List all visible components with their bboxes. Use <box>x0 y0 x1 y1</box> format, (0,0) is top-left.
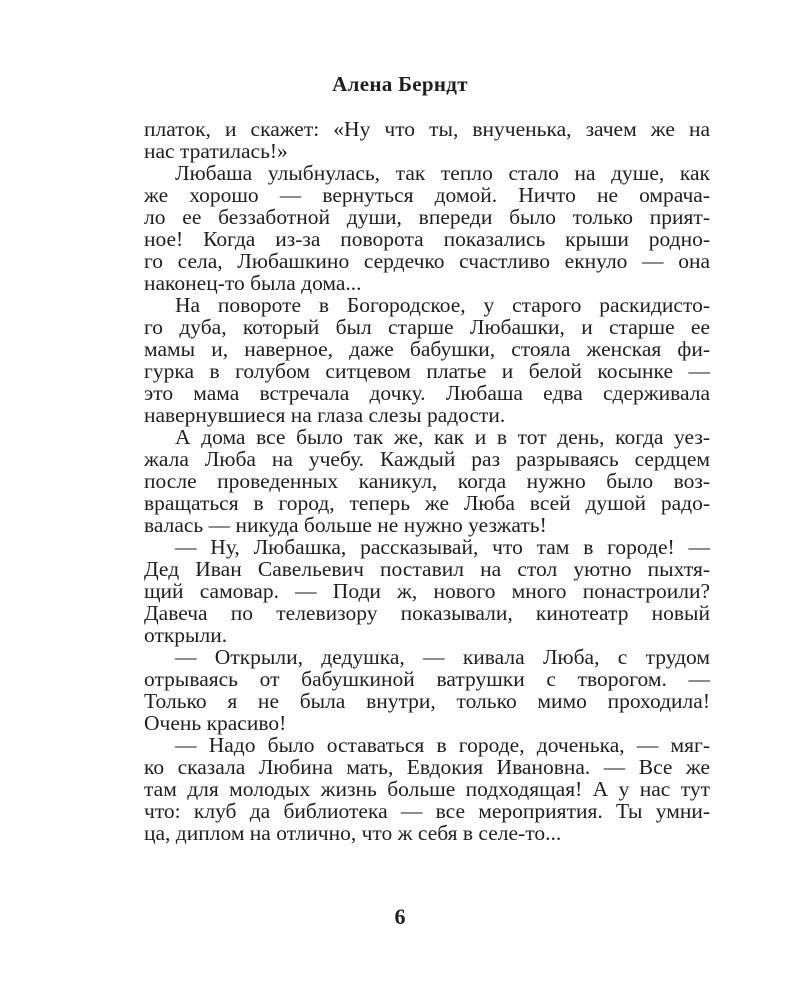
text-line: Давеча по телевизору показывали, кинотеатр новый <box>144 601 710 625</box>
text-line: — Открыли, дедушка, — кивала Люба, с трудом <box>175 645 710 669</box>
text-line: ло ее беззаботной души, впереди было только прият- <box>144 205 710 229</box>
running-head-author: Алена Берндт <box>332 72 468 96</box>
text-line: жала Люба на учебу. Каждый раз разрываясь сердцем <box>144 447 710 471</box>
text-line: На повороте в Богородское, у старого раскидисто- <box>175 293 710 317</box>
text-line: нас тратилась!» <box>144 139 288 163</box>
text-line: мамы и, наверное, даже бабушки, стояла женская фи- <box>144 337 710 361</box>
text-line: же хорошо — вернуться домой. Ничто не омрача- <box>144 183 710 207</box>
text-line: после проведенных каникул, когда нужно было воз- <box>144 469 710 493</box>
text-line: навернувшиеся на глаза слезы радости. <box>144 403 506 427</box>
text-line: Любаша улыбнулась, так тепло стало на душе, как <box>175 161 710 185</box>
text-line: валась — никуда больше не нужно уезжать! <box>144 513 547 537</box>
body-text <box>144 118 710 844</box>
text-line: открыли. <box>144 623 228 647</box>
text-line: го села, Любашкино сердечко счастливо екнуло — она <box>144 249 710 273</box>
text-line: — Ну, Любашка, рассказывай, что там в городе! — <box>175 535 710 559</box>
text-line: — Надо было оставаться в городе, доченька, — мяг- <box>175 733 710 757</box>
text-line: вращаться в город, теперь же Люба всей душой радо- <box>144 491 710 515</box>
text-line: ко сказала Любина мать, Евдокия Ивановна. — Все же <box>144 755 710 779</box>
text-line: Очень красиво! <box>144 711 287 735</box>
text-line: наконец-то была дома... <box>144 271 362 295</box>
page-number: 6 <box>394 904 406 929</box>
text-line: Дед Иван Савельевич поставил на стол уютно пыхтя- <box>144 557 710 581</box>
text-line: ца, диплом на отлично, что ж себя в селе-то... <box>144 821 562 845</box>
text-line: там для молодых жизнь больше подходящая! А у нас тут <box>144 777 710 801</box>
text-line: Только я не была внутри, только мимо проходила! <box>144 689 710 713</box>
text-line: ное! Когда из-за поворота показались крыши родно- <box>144 227 710 251</box>
text-line: А дома все было так же, как и в тот день, когда уез- <box>175 425 710 449</box>
text-line: го дуба, который был старше Любашки, и старше ее <box>144 315 710 339</box>
text-line: отрываясь от бабушкиной ватрушки с творогом. — <box>144 667 710 691</box>
text-line: щий самовар. — Поди ж, нового много понастроили? <box>144 579 710 603</box>
text-line: что: клуб да библиотека — все мероприятия. Ты умни- <box>144 799 710 823</box>
text-line: гурка в голубом ситцевом платье и белой косынке — <box>144 359 710 383</box>
text-line: платок, и скажет: «Ну что ты, внученька, зачем же на <box>144 117 710 141</box>
text-line: это мама встречала дочку. Любаша едва сдерживала <box>144 381 710 405</box>
